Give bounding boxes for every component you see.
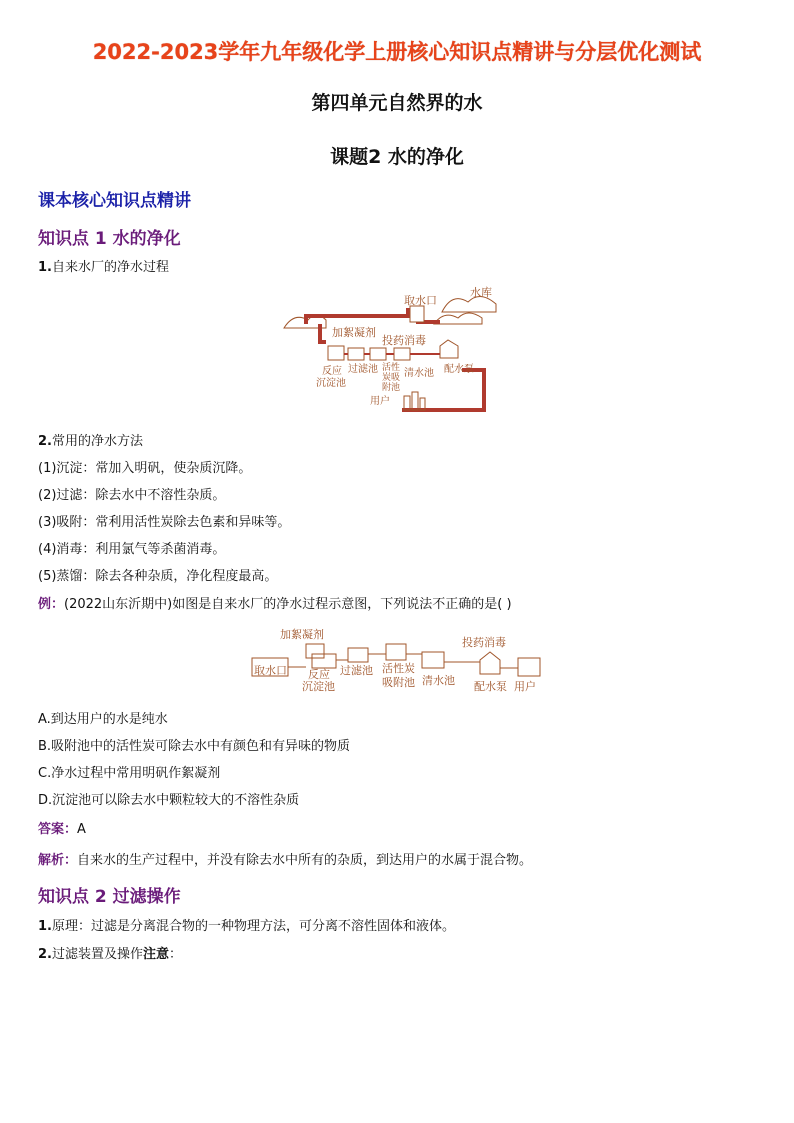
example-text: (2022山东沂期中)如图是自来水厂的净水过程示意图，下列说法不正确的是( ) <box>64 597 512 612</box>
lesson-title: 课题2 水的净化 <box>330 146 464 168</box>
kp2-principle <box>38 919 455 935</box>
item-2 <box>38 434 143 450</box>
label-intake: 取水口 <box>254 664 287 677</box>
analysis-label: 解析： <box>38 853 78 868</box>
label-settling-2: 沉淀池 <box>302 680 335 693</box>
unit-title: 第四单元自然界的水 <box>311 92 483 114</box>
label-disinfect: 投药消毒 <box>462 636 506 649</box>
label-user: 用户 <box>514 680 536 693</box>
label-coagulant: 加絮凝剂 <box>280 628 324 641</box>
pump-house <box>440 340 458 358</box>
label-intake: 取水口 <box>404 294 437 307</box>
label-carbon-2: 吸附池 <box>382 676 415 689</box>
kp2-apparatus-text: 过滤装置及操作 <box>51 947 143 962</box>
carbon-tank <box>386 644 406 660</box>
label-settling-1: 反应 <box>322 366 342 377</box>
water-plant-diagram <box>282 282 502 424</box>
process-flow-diagram <box>248 624 548 696</box>
label-filter: 过滤池 <box>340 664 373 677</box>
label-clear: 清水池 <box>422 674 455 687</box>
filter-tank <box>348 648 368 662</box>
label-reservoir: 水库 <box>470 286 492 299</box>
method-3: (3)吸附：常利用活性炭除去色素和异味等。 <box>38 515 291 530</box>
kp2-apparatus-note: 注意 <box>143 947 170 962</box>
building-icon <box>404 396 410 410</box>
example-label: 例： <box>38 597 65 612</box>
analysis-line <box>38 853 532 869</box>
section-heading: 课本核心知识点精讲 <box>38 191 191 211</box>
label-pump: 配水泵 <box>444 364 474 375</box>
label-coagulant: 加絮凝剂 <box>332 326 376 339</box>
label-carbon-1: 活性炭 <box>382 662 415 675</box>
item-1 <box>38 260 169 276</box>
settling-tank <box>328 346 344 360</box>
kp2-principle-number: 1. <box>38 919 52 934</box>
label-user: 用户 <box>370 396 390 407</box>
kp2-apparatus <box>38 947 182 963</box>
option-d: D.沉淀池可以除去水中颗粒较大的不溶性杂质 <box>38 793 300 808</box>
label-carbon-1: 活性 <box>382 363 401 373</box>
label-settling-2: 沉淀池 <box>316 378 346 389</box>
label-disinfect: 投药消毒 <box>382 334 426 347</box>
document-title: 2022-2023学年九年级化学上册核心知识点精讲与分层优化测试 <box>92 40 702 64</box>
item-2-text: 常用的净水方法 <box>51 434 143 449</box>
option-a: A.到达用户的水是纯水 <box>38 712 168 727</box>
option-c: C.净水过程中常用明矾作絮凝剂 <box>38 766 221 781</box>
pipe-left <box>320 324 326 342</box>
coagulant-tank <box>306 644 324 658</box>
method-1: (1)沉淀：常加入明矾，使杂质沉降。 <box>38 461 252 476</box>
analysis-text: 自来水的生产过程中，并没有除去水中所有的杂质，到达用户的水属于混合物。 <box>77 853 533 868</box>
intake-box <box>410 306 424 322</box>
label-carbon-2: 炭吸 <box>382 373 401 383</box>
building-icon <box>412 392 418 410</box>
label-settling-1: 反应 <box>308 668 330 681</box>
kp2-apparatus-colon: ： <box>169 947 183 962</box>
kp2-principle-text: 原理：过滤是分离混合物的一种物理方法，可分离不溶性固体和液体。 <box>51 919 455 934</box>
knowledge-point-1-title: 知识点 1 水的净化 <box>38 229 181 249</box>
carbon-tank <box>370 348 386 360</box>
answer-line <box>38 822 86 838</box>
method-5: (5)蒸馏：除去各种杂质，净化程度最高。 <box>38 569 278 584</box>
clear-tank <box>394 348 410 360</box>
answer-label: 答案： <box>38 822 78 837</box>
filter-tank <box>348 348 364 360</box>
label-clear: 清水池 <box>404 368 434 379</box>
pump-house <box>480 652 500 674</box>
user-box <box>518 658 540 676</box>
kp2-apparatus-number: 2. <box>38 947 52 962</box>
knowledge-point-2-title: 知识点 2 过滤操作 <box>38 887 181 907</box>
answer-value: A <box>77 822 86 837</box>
method-4: (4)消毒：利用氯气等杀菌消毒。 <box>38 542 226 557</box>
item-2-number: 2. <box>38 434 52 449</box>
label-pump: 配水泵 <box>474 680 507 693</box>
clear-tank <box>422 652 444 668</box>
option-b: B.吸附池中的活性炭可除去水中有颜色和有异味的物质 <box>38 739 351 754</box>
item-1-text: 自来水厂的净水过程 <box>51 260 169 275</box>
label-filter: 过滤池 <box>348 364 378 375</box>
label-carbon-3: 附池 <box>382 383 401 393</box>
example-question <box>38 597 512 613</box>
hill-right-icon <box>434 313 482 324</box>
method-2: (2)过滤：除去水中不溶性杂质。 <box>38 488 226 503</box>
item-1-number: 1. <box>38 260 52 275</box>
